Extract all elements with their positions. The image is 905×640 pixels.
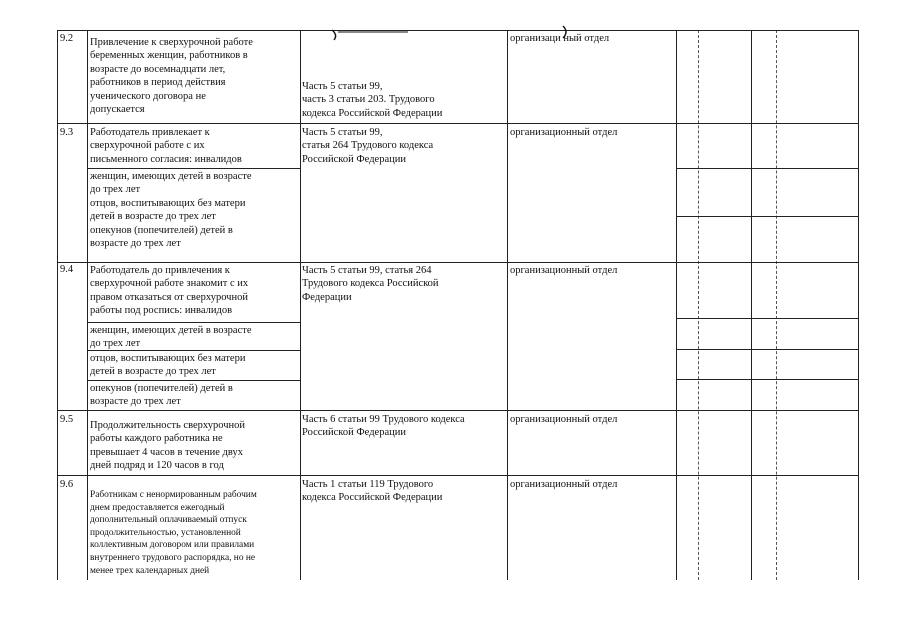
requirement-subitem: женщин, имеющих детей в возрасте до трех лет отцов, воспитывающих без матери детей в возрасте до трех лет опекунов (попечителей) детей в возрасте до трех лет xyxy=(90,171,252,250)
row-number: 9.3 xyxy=(60,127,74,138)
column-divider-responsible xyxy=(676,30,677,580)
requirement-subitem: опекунов (попечителей) детей в возрасте до трех лет xyxy=(90,383,233,408)
row-number: 9.4 xyxy=(60,264,74,275)
column-divider-dashed xyxy=(776,30,777,580)
table-border-left xyxy=(57,30,58,580)
subrow-separator xyxy=(676,216,859,217)
subrow-separator xyxy=(87,380,300,381)
row-separator xyxy=(57,123,859,124)
requirement-text: Привлечение к сверхурочной работе беременных женщин, работников в возрасте до восемнадцати лет, работников в период действия ученического договора не допускается xyxy=(90,37,253,116)
legal-basis-text: Часть 1 статьи 119 Трудового кодекса Российской Федерации xyxy=(302,479,443,504)
requirement-text: Работодатель до привлечения к сверхурочной работе знакомит с их правом отказаться от сверхурочной работы под роспись: инвалидов xyxy=(90,265,249,317)
row-separator xyxy=(57,262,859,263)
subrow-separator xyxy=(87,168,300,169)
subrow-separator xyxy=(87,322,300,323)
subrow-separator xyxy=(676,379,859,380)
subrow-separator xyxy=(676,349,859,350)
row-number: 9.2 xyxy=(60,33,74,44)
column-divider-check xyxy=(751,30,752,580)
responsible-department: организационный отдел xyxy=(510,127,618,138)
column-divider-dashed xyxy=(698,30,699,580)
legal-basis-text: Часть 5 статьи 99, статья 264 Трудового кодекса Российской Федерации xyxy=(302,127,434,165)
requirement-subitem: женщин, имеющих детей в возрасте до трех лет xyxy=(90,325,252,350)
column-divider-number xyxy=(87,30,88,580)
responsible-department: организаци ный отдел xyxy=(510,33,610,44)
row-number: 9.5 xyxy=(60,414,74,425)
responsible-department: организационный отдел xyxy=(510,265,618,276)
subrow-separator xyxy=(676,168,859,169)
requirement-text: Продолжительность сверхурочной работы каждого работника не превышает 4 часов в течение двух дней подряд и 120 часов в год xyxy=(90,420,245,472)
responsible-department: организационный отдел xyxy=(510,479,618,490)
column-divider-requirement xyxy=(300,30,301,580)
table-border-right xyxy=(858,30,859,580)
legal-basis-text: Часть 6 статьи 99 Трудового кодекса Российской Федерации xyxy=(302,414,465,439)
requirement-subitem: отцов, воспитывающих без матери детей в возрасте до трех лет xyxy=(90,353,246,378)
subrow-separator xyxy=(676,318,859,319)
table-border-top xyxy=(57,30,859,31)
requirement-text: Работодатель привлекает к сверхурочной работе с их письменного согласия: инвалидов xyxy=(90,127,242,165)
row-separator xyxy=(57,410,859,411)
row-separator xyxy=(57,475,859,476)
row-number: 9.6 xyxy=(60,479,74,490)
requirement-text: Работникам с ненормированным рабочим днем предоставляется ежегодный дополнительный оплачиваемый отпуск продолжительностью, установленной коллективным договором или правилами внутреннего трудового распорядка, но не менее трех календарных дней xyxy=(90,490,257,576)
column-divider-basis xyxy=(507,30,508,580)
responsible-department: организационный отдел xyxy=(510,414,618,425)
scan-artifact-mark xyxy=(330,26,410,42)
legal-basis-text: Часть 5 статьи 99, часть 3 статьи 203. Трудового кодекса Российской Федерации xyxy=(302,81,443,119)
legal-basis-text: Часть 5 статьи 99, статья 264 Трудового кодекса Российской Федерации xyxy=(302,265,439,303)
